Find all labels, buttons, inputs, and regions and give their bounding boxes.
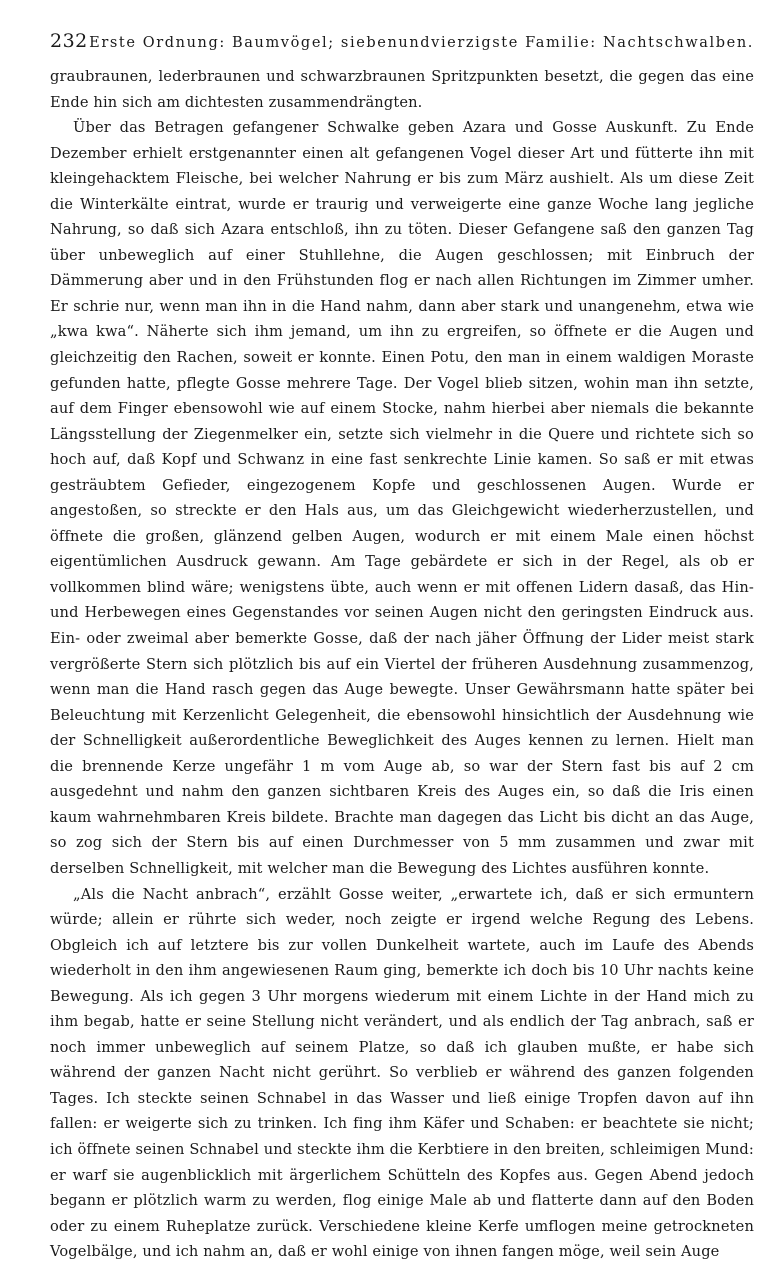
paragraph-gosse-quote: „Als die Nacht anbrach“, erzählt Gosse weiter, „erwartete ich, daß er sich ermuntern würde; allein er rührte sich weder, noch zeigte er irgend welche Regung des Lebens. Obgleich ich auf letztere bis zur vollen Dunkelheit wartete, auch im Laufe des Abends wiederholt in den ihm angewiesenen Raum ging, bemerkte ich doch bis 10 Uhr nachts keine Bewegung. Als ich gegen 3 Uhr morgens wiederum mit einem Lichte in der Hand mich zu ihm begab, hatte er seine Stellung nicht verändert, und als endlich der Tag anbrach, saß er noch immer unbeweglich auf seinem Platze, so daß ich glauben mußte, er habe sich während der ganzen Nacht nicht gerührt. So verblieb er während des ganzen folgenden Tages. Ich steckte seinen Schnabel in das Wasser und ließ einige Tropfen davon auf ihn fallen: er weigerte sich zu trinken. Ich fing ihm Käfer und Schaben: er beachtete sie nicht; ich öffnete seinen Schnabel und steckte ihm die Kerbtiere in den breiten, schleimigen Mund: er warf sie augenblicklich mit ärgerlichem Schütteln des Kopfes aus. Gegen Abend jedoch begann er plötzlich warm zu werden, flog einige Male ab und flatterte dann auf den Boden oder zu einem Ruheplatze zurück. Verschiedene kleine Kerfe umflogen meine getrockneten Vogelbälge, und ich nahm an, daß er wohl einige von ihnen fangen möge, weil sein Auge bbox=[50, 885, 754, 1261]
paragraph-continuation: graubraunen, lederbraunen und schwarzbraunen Spritzpunkten besetzt, die gegen das eine Ende hin sich am dichtesten zusammendrängten. bbox=[50, 68, 754, 111]
page-number: 232 bbox=[50, 30, 88, 52]
running-head: Erste Ordnung: Baumvögel; siebenundvierzigste Familie: Nachtschwalben. bbox=[89, 35, 754, 51]
body-text bbox=[50, 64, 754, 1265]
paragraph-captive-behaviour: Über das Betragen gefangener Schwalke geben Azara und Gosse Auskunft. Zu Ende Dezember erhielt erstgenannter einen alt gefangenen Vogel dieser Art und fütterte ihn mit kleingehacktem Fleische, bei welcher Nahrung er bis zum März aushielt. Als um diese Zeit die Winterkälte eintrat, wurde er traurig und verweigerte eine ganze Woche lang jegliche Nahrung, so daß sich Azara entschloß, ihn zu töten. Dieser Gefangene saß den ganzen Tag über unbeweglich auf einer Stuhllehne, die Augen geschlossen; mit Einbruch der Dämmerung aber und in den Frühstunden flog er nach allen Richtungen im Zimmer umher. Er schrie nur, wenn man ihn in die Hand nahm, dann aber stark und unangenehm, etwa wie „kwa kwa“. Näherte sich ihm jemand, um ihn zu ergreifen, so öffnete er die Augen und gleichzeitig den Rachen, soweit er konnte. Einen Potu, den man in einem waldigen Moraste gefunden hatte, pflegte Gosse mehrere Tage. Der Vogel blieb sitzen, wohin man ihn setzte, auf dem Finger ebensowohl wie auf einem Stocke, nahm hierbei aber niemals die bekannte Längsstellung der Ziegenmelker ein, setzte sich vielmehr in die Quere und richtete sich so hoch auf, daß Kopf und Schwanz in eine fast senkrechte Linie kamen. So saß er mit etwas gesträubtem Gefieder, eingezogenem Kopfe und geschlossenen Augen. Wurde er angestoßen, so streckte er den Hals aus, um das Gleichgewicht wiederherzustellen, und öffnete die großen, glänzend gelben Augen, wodurch er mit einem Male einen höchst eigentümlichen Ausdruck gewann. Am Tage gebärdete er sich in der Regel, als ob er vollkommen blind wäre; wenigstens übte, auch wenn er mit offenen Lidern dasaß, das Hin- und Herbewegen eines Gegenstandes vor seinen Augen nicht den geringsten Eindruck aus. Ein- oder zweimal aber bemerkte Gosse, daß der nach jäher Öffnung der Lider meist stark vergrößerte Stern sich plötzlich bis auf ein Viertel der früheren Ausdehnung zusammenzog, wenn man die Hand rasch gegen das Auge bewegte. Unser Gewährsmann hatte später bei Beleuchtung mit Kerzenlicht Gelegenheit, die ebensowohl hinsichtlich der Ausdehnung wie der Schnelligkeit außerordentliche Beweglichkeit des Auges kennen zu lernen. Hielt man die brennende Kerze ungefähr 1 m vom Auge ab, so war der Stern fast bis auf 2 cm ausgedehnt und nahm den ganzen sichtbaren Kreis des Auges ein, so daß die Iris einen kaum wahrnehmbaren Kreis bildete. Brachte man dagegen das Licht bis dicht an das Auge, so zog sich der Stern bis auf einen Durchmesser von 5 mm zusammen und zwar mit derselben Schnelligkeit, mit welcher man die Bewegung des Lichtes ausführen konnte. bbox=[50, 119, 754, 877]
page-header bbox=[50, 30, 754, 60]
